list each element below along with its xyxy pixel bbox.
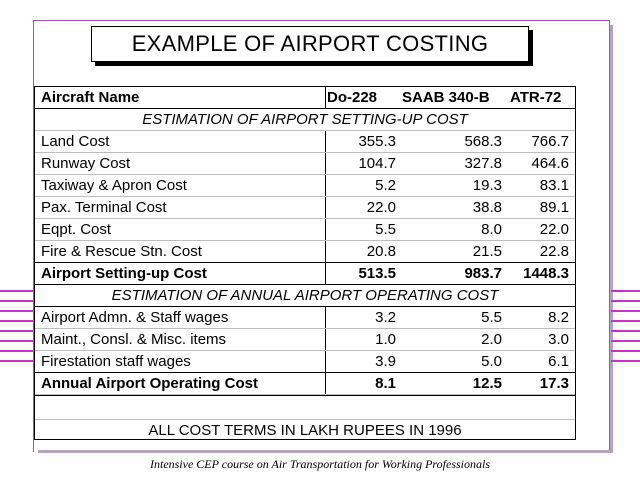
row-value-do228: 3.9 xyxy=(375,353,396,370)
row-label: Firestation staff wages xyxy=(41,353,191,370)
row-value-atr72: 89.1 xyxy=(539,199,569,216)
total-row-setup xyxy=(35,263,575,285)
table-row xyxy=(35,351,575,373)
row-value-atr72: 8.2 xyxy=(548,309,569,326)
frame-shadow xyxy=(610,25,613,453)
table-row xyxy=(35,307,575,329)
row-value-atr72: 22.0 xyxy=(539,221,569,238)
row-value-saab340b: 327.8 xyxy=(464,155,502,172)
decorative-lines-right xyxy=(611,290,640,370)
header-aircraft-1: Do-228 xyxy=(327,89,378,106)
section-heading-setup: ESTIMATION OF AIRPORT SETTING-UP COST xyxy=(142,111,468,128)
row-label: Fire & Rescue Stn. Cost xyxy=(41,243,202,260)
footer-caption: Intensive CEP course on Air Transportation for Working Professionals xyxy=(149,457,490,471)
row-value-saab340b: 2.0 xyxy=(481,331,502,348)
row-label: Maint., Consl. & Misc. items xyxy=(41,331,227,348)
row-value-saab340b: 12.5 xyxy=(472,375,502,392)
row-value-atr72: 17.3 xyxy=(539,375,569,392)
row-value-do228: 20.8 xyxy=(366,243,396,260)
row-value-atr72: 22.8 xyxy=(539,243,569,260)
table-row xyxy=(35,175,575,197)
table-row xyxy=(35,197,575,219)
row-label: Land Cost xyxy=(41,133,110,150)
row-label: Airport Setting-up Cost xyxy=(41,265,207,282)
row-value-atr72: 464.6 xyxy=(531,155,569,172)
row-value-atr72: 83.1 xyxy=(539,177,569,194)
cost-units-note: ALL COST TERMS IN LAKH RUPEES IN 1996 xyxy=(35,419,575,441)
row-label: Annual Airport Operating Cost xyxy=(41,375,258,392)
row-value-do228: 5.2 xyxy=(375,177,396,194)
row-value-atr72: 1448.3 xyxy=(523,265,569,282)
row-value-do228: 513.5 xyxy=(358,265,396,282)
row-value-saab340b: 983.7 xyxy=(464,265,502,282)
table-row xyxy=(35,131,575,153)
row-value-saab340b: 568.3 xyxy=(464,133,502,150)
row-value-do228: 22.0 xyxy=(366,199,396,216)
row-label: Airport Admn. & Staff wages xyxy=(41,309,229,326)
row-value-atr72: 766.7 xyxy=(531,133,569,150)
column-divider xyxy=(325,87,326,108)
header-aircraft-3: ATR-72 xyxy=(510,89,562,106)
row-label: Taxiway & Apron Cost xyxy=(41,177,187,194)
row-value-saab340b: 38.8 xyxy=(472,199,502,216)
section-heading-row xyxy=(35,285,575,307)
section-heading-row xyxy=(35,109,575,131)
row-value-do228: 5.5 xyxy=(375,221,396,238)
row-label: Pax. Terminal Cost xyxy=(41,199,167,216)
decorative-lines-left xyxy=(0,290,33,370)
row-value-do228: 8.1 xyxy=(375,375,396,392)
row-label: Eqpt. Cost xyxy=(41,221,112,238)
cost-table xyxy=(34,86,576,440)
row-label: Runway Cost xyxy=(41,155,131,172)
row-value-do228: 104.7 xyxy=(358,155,396,172)
row-value-saab340b: 8.0 xyxy=(481,221,502,238)
row-value-saab340b: 19.3 xyxy=(472,177,502,194)
slide-title: EXAMPLE OF AIRPORT COSTING xyxy=(91,26,529,62)
table-row xyxy=(35,241,575,263)
row-value-saab340b: 5.0 xyxy=(481,353,502,370)
empty-row xyxy=(35,395,575,417)
row-value-do228: 3.2 xyxy=(375,309,396,326)
table-row xyxy=(35,219,575,241)
table-row xyxy=(35,153,575,175)
row-value-do228: 1.0 xyxy=(375,331,396,348)
row-value-atr72: 3.0 xyxy=(548,331,569,348)
total-row-operating xyxy=(35,373,575,395)
row-value-do228: 355.3 xyxy=(358,133,396,150)
header-aircraft-name: Aircraft Name xyxy=(41,89,140,106)
header-aircraft-2: SAAB 340-B xyxy=(402,89,490,106)
frame-shadow xyxy=(38,450,613,453)
table-row xyxy=(35,329,575,351)
row-value-atr72: 6.1 xyxy=(548,353,569,370)
row-value-saab340b: 21.5 xyxy=(472,243,502,260)
section-heading-operating: ESTIMATION OF ANNUAL AIRPORT OPERATING COST xyxy=(111,287,499,304)
row-value-saab340b: 5.5 xyxy=(481,309,502,326)
table-header-row xyxy=(35,87,575,109)
